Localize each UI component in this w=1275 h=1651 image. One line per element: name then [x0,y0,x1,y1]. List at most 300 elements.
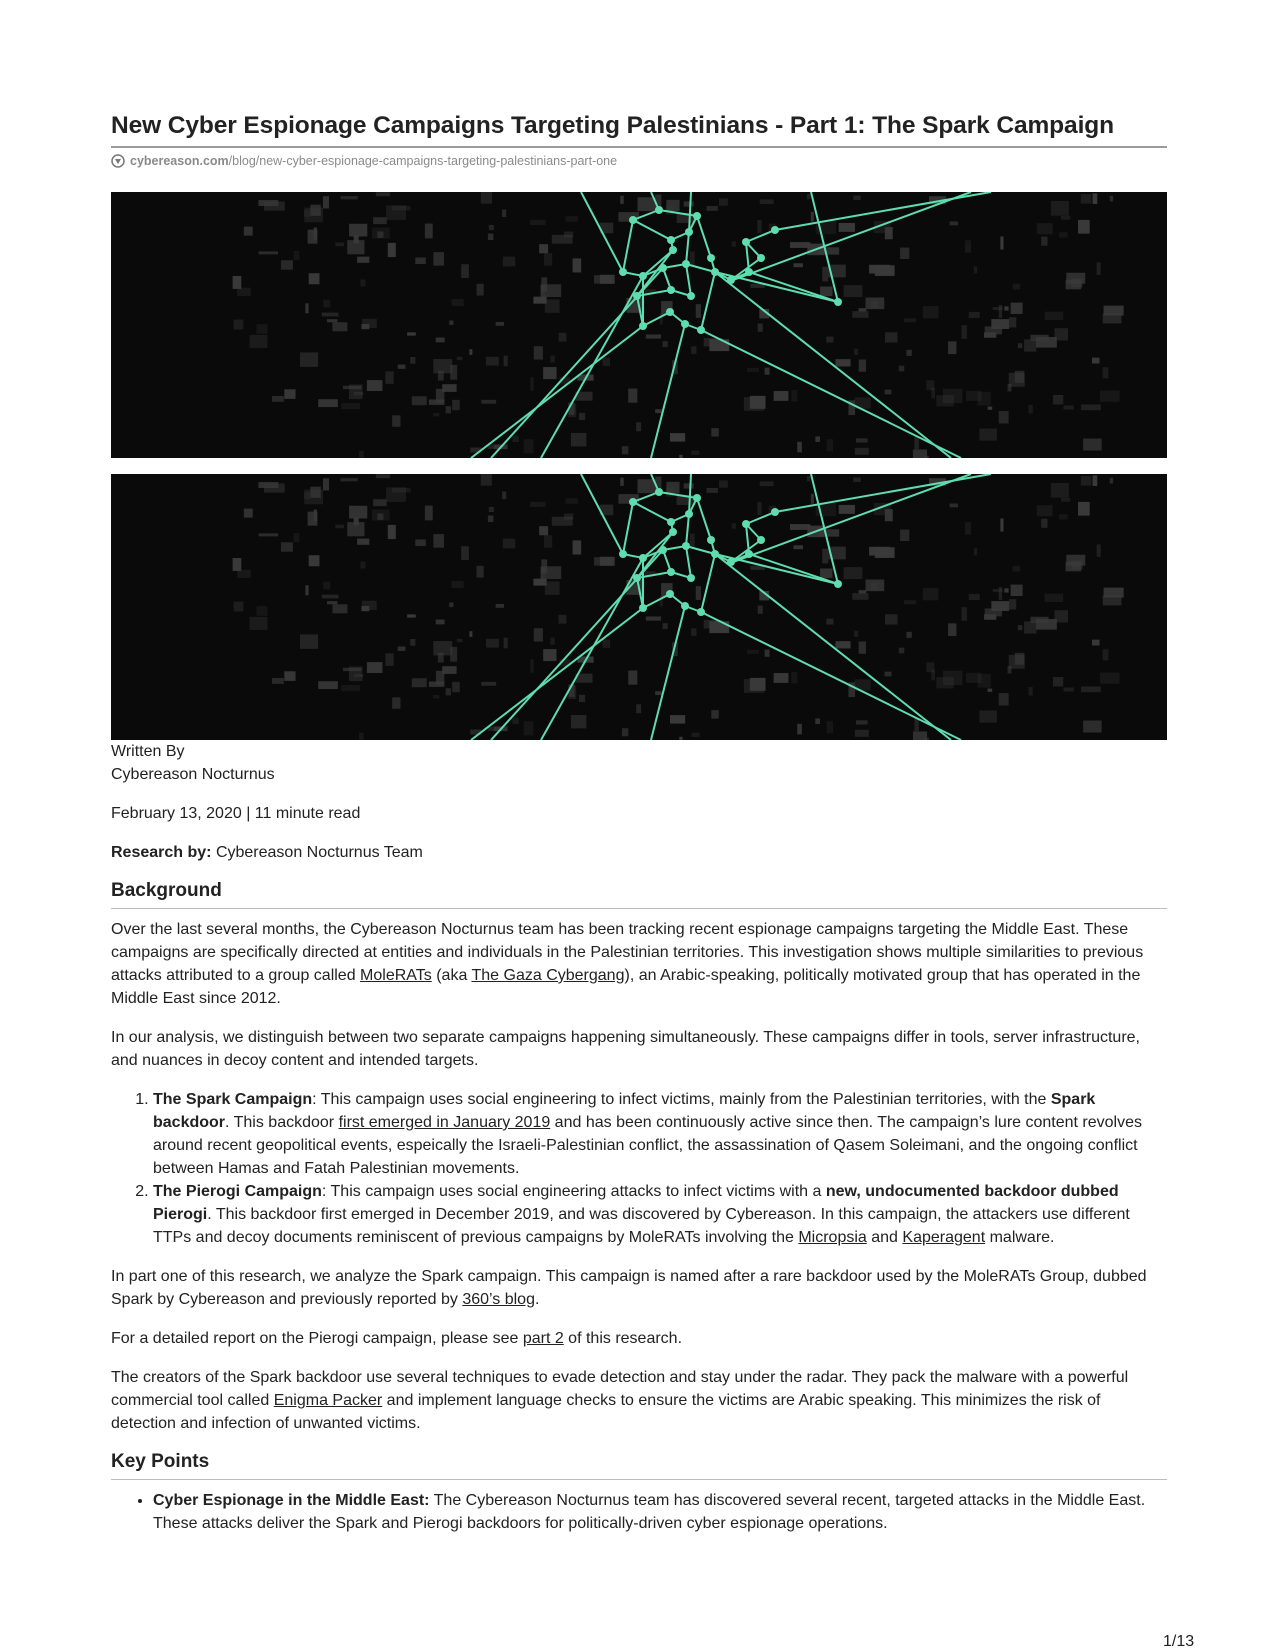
map-building [566,216,578,222]
map-building [923,588,939,600]
map-building [815,436,820,442]
map-building [272,396,284,402]
map-building [684,483,694,488]
map-building [869,265,890,274]
text: : This campaign uses social engineering to infect victims, mainly from the Palestinian territories, with the [312,1091,1051,1108]
map-building [392,697,400,708]
map-building [815,718,820,724]
map-building [457,357,463,360]
map-building [646,334,661,338]
network-node [757,536,765,544]
map-building [376,474,390,478]
map-building [530,659,533,673]
map-building [1110,196,1113,202]
campaign-list [111,1088,1167,1249]
author-name[interactable]: Cybereason Nocturnus [111,766,275,783]
map-building [1004,588,1008,592]
map-building [234,320,244,330]
text: . [534,1291,540,1308]
map-building [827,721,833,733]
map-building [323,196,329,208]
map-building [622,728,628,736]
map-building [323,300,330,308]
map-building [452,682,460,692]
map-building [436,338,445,343]
map-building [1013,566,1020,572]
map-building [691,451,699,455]
map-building [1083,439,1101,451]
map-building [357,539,369,545]
map-building [1011,303,1023,314]
map-building [750,678,766,691]
network-node [771,508,779,516]
map-building [237,288,251,296]
map-building [793,545,802,549]
map-building [974,266,977,273]
map-building [1092,358,1099,364]
network-node [619,268,627,276]
map-building [707,488,718,493]
article [111,112,1167,1551]
map-building [1081,404,1101,410]
map-building [359,733,363,740]
map-building [758,606,763,614]
map-building [999,411,1009,423]
network-node [745,550,753,558]
link-molerats[interactable]: MoleRATs [360,967,432,984]
map-building [844,285,863,297]
map-building [450,647,457,662]
network-node [771,226,779,234]
author-block [111,740,1167,786]
map-building [349,385,363,400]
network-node [727,276,735,284]
text: . This backdoor [225,1114,339,1131]
text: The creators of the Spark backdoor use several techniques to evade detection and stay under the radar. They pack the malware with a powerful commercial tool called [111,1369,1129,1409]
map-building [690,533,695,546]
map-building [237,570,251,578]
map-building [965,240,971,252]
map-building [433,641,452,655]
network-node [667,568,675,576]
map-building [1037,223,1053,234]
map-building [415,539,426,546]
network-node [681,602,689,610]
map-building [900,248,909,259]
map-building [385,653,393,666]
map-building [300,352,318,366]
map-building [1100,672,1119,683]
map-building [1011,585,1023,596]
section-heading-background: Background [111,880,1167,909]
map-building [988,407,993,410]
map-building [259,533,278,536]
map-building [765,368,770,375]
map-building [385,371,393,384]
map-building [233,276,242,289]
map-building [304,208,323,223]
map-building [1045,594,1064,602]
bold-text: new, undocumented backdoor dubbed Pierogi [153,1183,1119,1223]
research-value: Cybereason Nocturnus Team [211,844,423,861]
bold-text: The Pierogi Campaign [153,1183,322,1200]
map-building [962,325,967,339]
map-building [550,356,555,363]
map-building [550,638,555,645]
source-path: /blog/new-cyber-espionage-campaigns-targeting-palestinians-part-one [228,154,618,168]
map-building [300,634,318,648]
map-building [1092,640,1099,646]
map-building [354,392,363,395]
map-building [1066,280,1082,290]
map-building [811,494,814,504]
map-building [774,673,789,683]
map-building [488,233,494,240]
map-building [340,478,357,481]
map-building [774,391,789,401]
map-building [502,210,506,217]
map-building [807,194,810,199]
network-node [685,228,693,236]
map-building [1030,617,1048,623]
network-node [669,528,677,536]
network-node [629,498,637,506]
network-node [707,536,715,544]
network-node [682,260,690,268]
map-building [1054,610,1068,622]
map-building [429,400,444,405]
map-building [256,606,267,616]
map-building [552,517,573,526]
map-building [442,666,456,674]
map-building [481,400,496,404]
map-building [691,346,696,354]
map-building [433,413,439,416]
network-node [633,292,641,300]
network-node [659,546,667,554]
text: of this research. [563,1330,683,1347]
text: malware. [985,1229,1055,1246]
map-building [442,384,456,392]
map-building [284,389,295,399]
map-building [628,389,637,403]
section-heading-key-points: Key Points [111,1451,1167,1480]
network-node [655,206,663,214]
map-building [354,235,359,243]
map-building [931,670,935,681]
network-node [685,510,693,518]
map-building [1009,655,1025,669]
map-building [1097,262,1101,274]
map-building [1030,335,1048,341]
map-building [533,579,546,586]
bold-text: Spark backdoor [153,1091,1096,1131]
map-building [600,557,615,566]
map-building [566,498,578,504]
network-node [667,236,675,244]
map-building [373,217,387,224]
map-building [489,507,494,512]
map-building [1051,483,1069,498]
map-building [481,682,496,686]
map-building [988,689,993,692]
map-building [904,318,916,322]
map-building [620,478,624,486]
map-building [349,506,367,519]
paragraph [111,1265,1167,1311]
map-building [760,199,774,204]
map-building [1081,476,1092,486]
map-building [486,357,499,366]
map-building [1063,405,1073,409]
map-building [655,409,661,413]
map-building [376,192,390,196]
map-building [811,212,814,222]
map-building [1053,677,1063,686]
map-building [856,720,868,724]
map-building [732,241,736,246]
map-building [407,614,416,617]
map-building [429,682,444,687]
map-building [1097,544,1101,556]
link-kaperagent[interactable]: Kaperagent [902,1229,986,1246]
map-building [979,710,997,722]
map-building [663,623,668,629]
map-building [433,252,444,266]
map-building [1061,498,1070,502]
map-building [790,242,810,248]
map-building [433,695,439,698]
map-building [826,337,833,343]
network-node [834,298,842,306]
map-building [496,604,504,608]
map-building [367,380,383,391]
map-building [486,639,499,648]
list-item [153,1180,1167,1249]
map-building [539,244,548,253]
map-building [1083,721,1101,733]
map-building [791,672,797,684]
map-building [264,201,285,210]
map-building [670,715,685,724]
map-building [244,227,253,236]
map-building [323,478,329,490]
map-building [923,306,939,318]
map-building [914,437,919,450]
map-building [272,678,284,684]
map-building [760,481,774,486]
map-building [322,313,339,317]
map-building [993,589,1003,592]
network-node [742,238,750,246]
network-node [687,292,695,300]
map-building [600,275,615,284]
research-by [111,841,1167,864]
map-building [446,688,451,695]
map-building [249,617,267,630]
list-item [153,1088,1167,1180]
map-building [991,319,1009,329]
link-gaza-cybergang[interactable]: The Gaza Cybergang [471,967,625,984]
map-building [1078,502,1090,516]
map-building [853,196,860,200]
map-building [503,539,515,549]
map-building [530,220,545,225]
map-building [1063,687,1073,691]
map-building [512,718,518,724]
map-building [885,614,897,624]
map-building [1054,328,1068,340]
network-node [834,580,842,588]
map-building [534,346,543,359]
map-building [488,515,494,522]
text: Over the last several months, the Cybereason Nocturnus team has been tracking recent espionage campaigns targeting the Middle East. These campaigns are specifically directed at entities and individuals in the Palestinian territories. This investigation shows multiple similarities to previous attacks attributed to a group called [111,921,1144,984]
map-building [747,368,759,372]
map-building [835,359,850,366]
map-building [410,639,415,646]
map-building [839,223,855,232]
map-building [885,332,897,342]
map-building [962,607,967,621]
map-building [839,505,855,514]
link-enigma-packer[interactable]: Enigma Packer [273,1392,383,1409]
map-building [314,228,317,240]
network-node [655,488,663,496]
source-domain: cybereason.com [130,154,229,168]
map-building [559,333,567,342]
map-building [234,602,244,612]
map-building [469,349,472,355]
map-building [579,413,585,420]
map-building [899,366,904,372]
map-building [544,535,552,547]
map-building [1103,367,1109,378]
map-building [388,525,396,539]
map-building [859,641,866,653]
network-node [682,542,690,550]
link-first-emerged[interactable]: first emerged in January 2019 [338,1114,551,1131]
network-node [667,286,675,294]
map-building [327,601,337,604]
map-building [871,583,878,590]
map-building [974,548,977,555]
map-building [318,681,338,689]
network-node [711,550,719,558]
map-building [504,638,508,649]
map-building [943,671,963,685]
map-building [425,506,433,521]
map-building [1061,216,1070,220]
network-node [693,494,701,502]
map-building [372,228,390,239]
source-url[interactable] [111,154,1167,168]
map-building [305,585,308,595]
network-node [681,320,689,328]
map-building [332,604,347,613]
map-building [1000,236,1003,249]
map-building [357,257,369,263]
map-building [314,510,317,522]
map-building [819,247,840,254]
map-building [450,365,457,380]
map-building [1066,562,1082,572]
paragraph [111,1366,1167,1435]
map-building [354,674,363,677]
map-building [914,719,919,732]
link-part-2[interactable]: part 2 [522,1330,564,1347]
map-building [496,322,504,326]
map-building [1093,475,1098,486]
map-building [899,648,904,654]
map-building [452,299,464,306]
network-node [666,308,674,316]
network-node [639,604,647,612]
map-building [425,224,433,239]
map-building [433,534,444,548]
map-building [327,319,337,322]
link-micropsia[interactable]: Micropsia [798,1229,867,1246]
map-building [750,396,766,409]
map-building [461,264,469,278]
map-building [360,562,365,569]
map-building [636,704,641,713]
map-building [457,639,463,642]
map-building [948,623,956,636]
link-360-blog[interactable]: 360’s blog [462,1291,535,1308]
map-building [305,303,308,313]
map-building [885,672,892,677]
bold-text: The Spark Campaign [153,1091,313,1108]
text: : This campaign uses social engineering attacks to infect victims with a [321,1183,826,1200]
map-building [541,284,562,297]
map-building [1051,201,1069,216]
map-building [999,305,1002,318]
map-building [758,324,763,332]
map-building [412,678,427,687]
map-building [543,649,556,661]
map-building [452,581,464,588]
map-building [950,222,958,226]
map-building [452,400,460,410]
map-building [853,478,860,482]
map-building [449,602,453,606]
map-building [913,731,927,740]
map-building [906,350,911,356]
map-building [341,685,360,691]
map-building [481,474,492,486]
network-node [629,216,637,224]
map-building [835,641,850,648]
map-building [1093,193,1098,204]
map-building [969,312,980,318]
map-building [707,206,718,211]
map-building [979,428,997,440]
map-building [433,359,452,373]
network-node [745,268,753,276]
map-building [719,480,728,487]
map-building [361,606,369,611]
map-building [670,433,685,442]
map-building [533,297,546,304]
network-node [727,558,735,566]
map-building [436,620,445,625]
map-building [679,455,682,458]
map-building [679,737,682,740]
network-node [697,608,705,616]
map-building [790,524,810,530]
map-building [449,320,453,324]
map-building [469,631,472,637]
